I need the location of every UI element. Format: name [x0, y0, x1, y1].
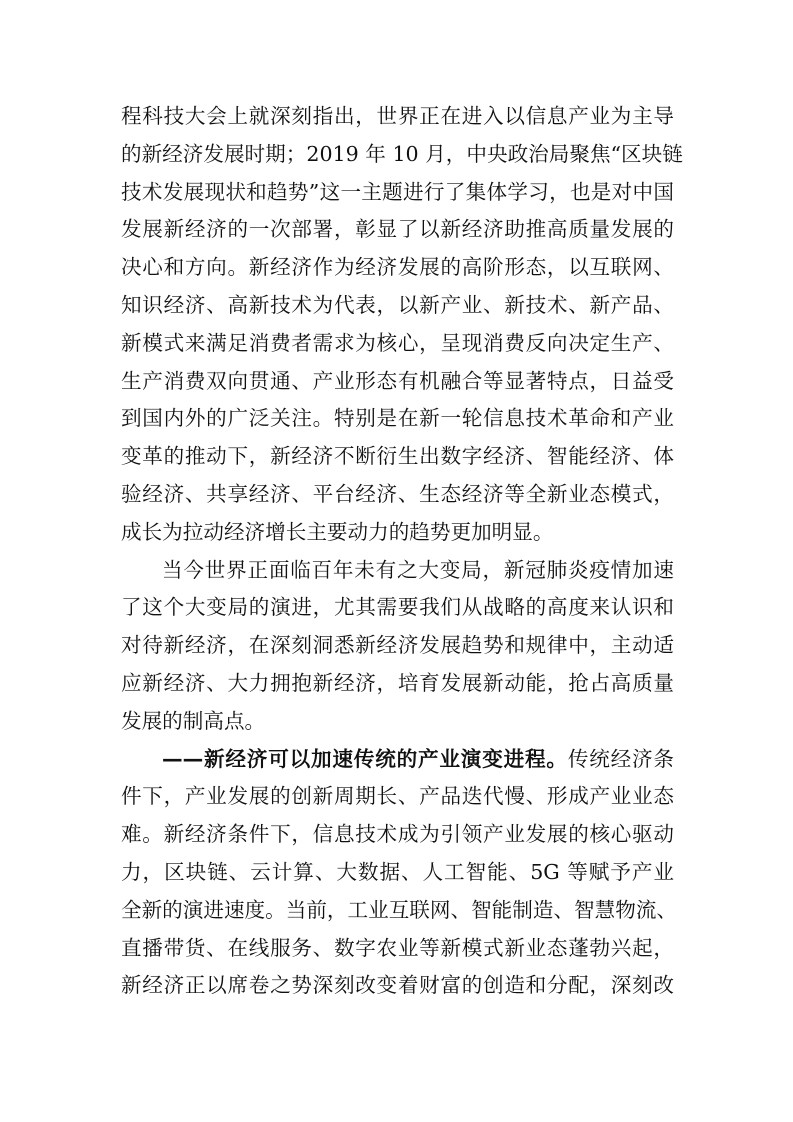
text-line: 力，区块链、云计算、大数据、人工智能、5G 等赋予产业 [121, 859, 674, 884]
text-line: 生产消费双向贯通、产业形态有机融合等显著特点，日益受 [121, 368, 674, 393]
text-line: 决心和方向。新经济作为经济发展的高阶形态，以互联网、 [121, 255, 674, 280]
text-line: 的新经济发展时期；2019 年 10 月，中央政治局聚焦“区块链 [121, 141, 683, 166]
text-line: 直播带货、在线服务、数字农业等新模式新业态蓬勃兴起， [121, 935, 674, 960]
text-line: 件下，产业发展的创新周期长、产品迭代慢、形成产业业态 [121, 784, 674, 809]
text-line: 验经济、共享经济、平台经济、生态经济等全新业态模式， [121, 481, 674, 506]
text-line: 应新经济、大力拥抱新经济，培育发展新动能，抢占高质量 [121, 670, 674, 695]
text-line: 难。新经济条件下，信息技术成为引领产业发展的核心驱动 [121, 822, 674, 847]
text-line: 当今世界正面临百年未有之大变局，新冠肺炎疫情加速 [162, 557, 674, 582]
text-line: 变革的推动下，新经济不断衍生出数字经济、智能经济、体 [121, 444, 674, 469]
text-line: 知识经济、高新技术为代表，以新产业、新技术、新产品、 [121, 292, 674, 317]
text-line: 新模式来满足消费者需求为核心，呈现消费反向决定生产、 [121, 330, 674, 355]
text-line [121, 741, 674, 779]
text-line: 发展新经济的一次部署，彰显了以新经济助推高质量发展的 [121, 217, 674, 242]
text-line: 了这个大变局的演进，尤其需要我们从战略的高度来认识和 [121, 595, 674, 620]
section-heading: ——新经济可以加速传统的产业演变进程。 [162, 746, 568, 771]
text-line: 全新的演进速度。当前，工业互联网、智能制造、智慧物流、 [121, 897, 678, 922]
text-line: 到国内外的广泛关注。特别是在新一轮信息技术革命和产业 [121, 406, 674, 431]
text-line: 对待新经济，在深刻洞悉新经济发展趋势和规律中，主动适 [121, 633, 674, 658]
section-heading-continuation: 传统经济条 [567, 746, 675, 771]
text-line: 技术发展现状和趋势”这一主题进行了集体学习，也是对中国 [121, 179, 674, 204]
text-line: 成长为拉动经济增长主要动力的趋势更加明显。 [121, 519, 554, 544]
body-text [121, 98, 683, 1005]
text-line: 发展的制高点。 [121, 708, 266, 733]
text-line: 程科技大会上就深刻指出，世界正在进入以信息产业为主导 [121, 104, 674, 128]
text-line: 新经济正以席卷之势深刻改变着财富的创造和分配，深刻改 [121, 973, 674, 998]
